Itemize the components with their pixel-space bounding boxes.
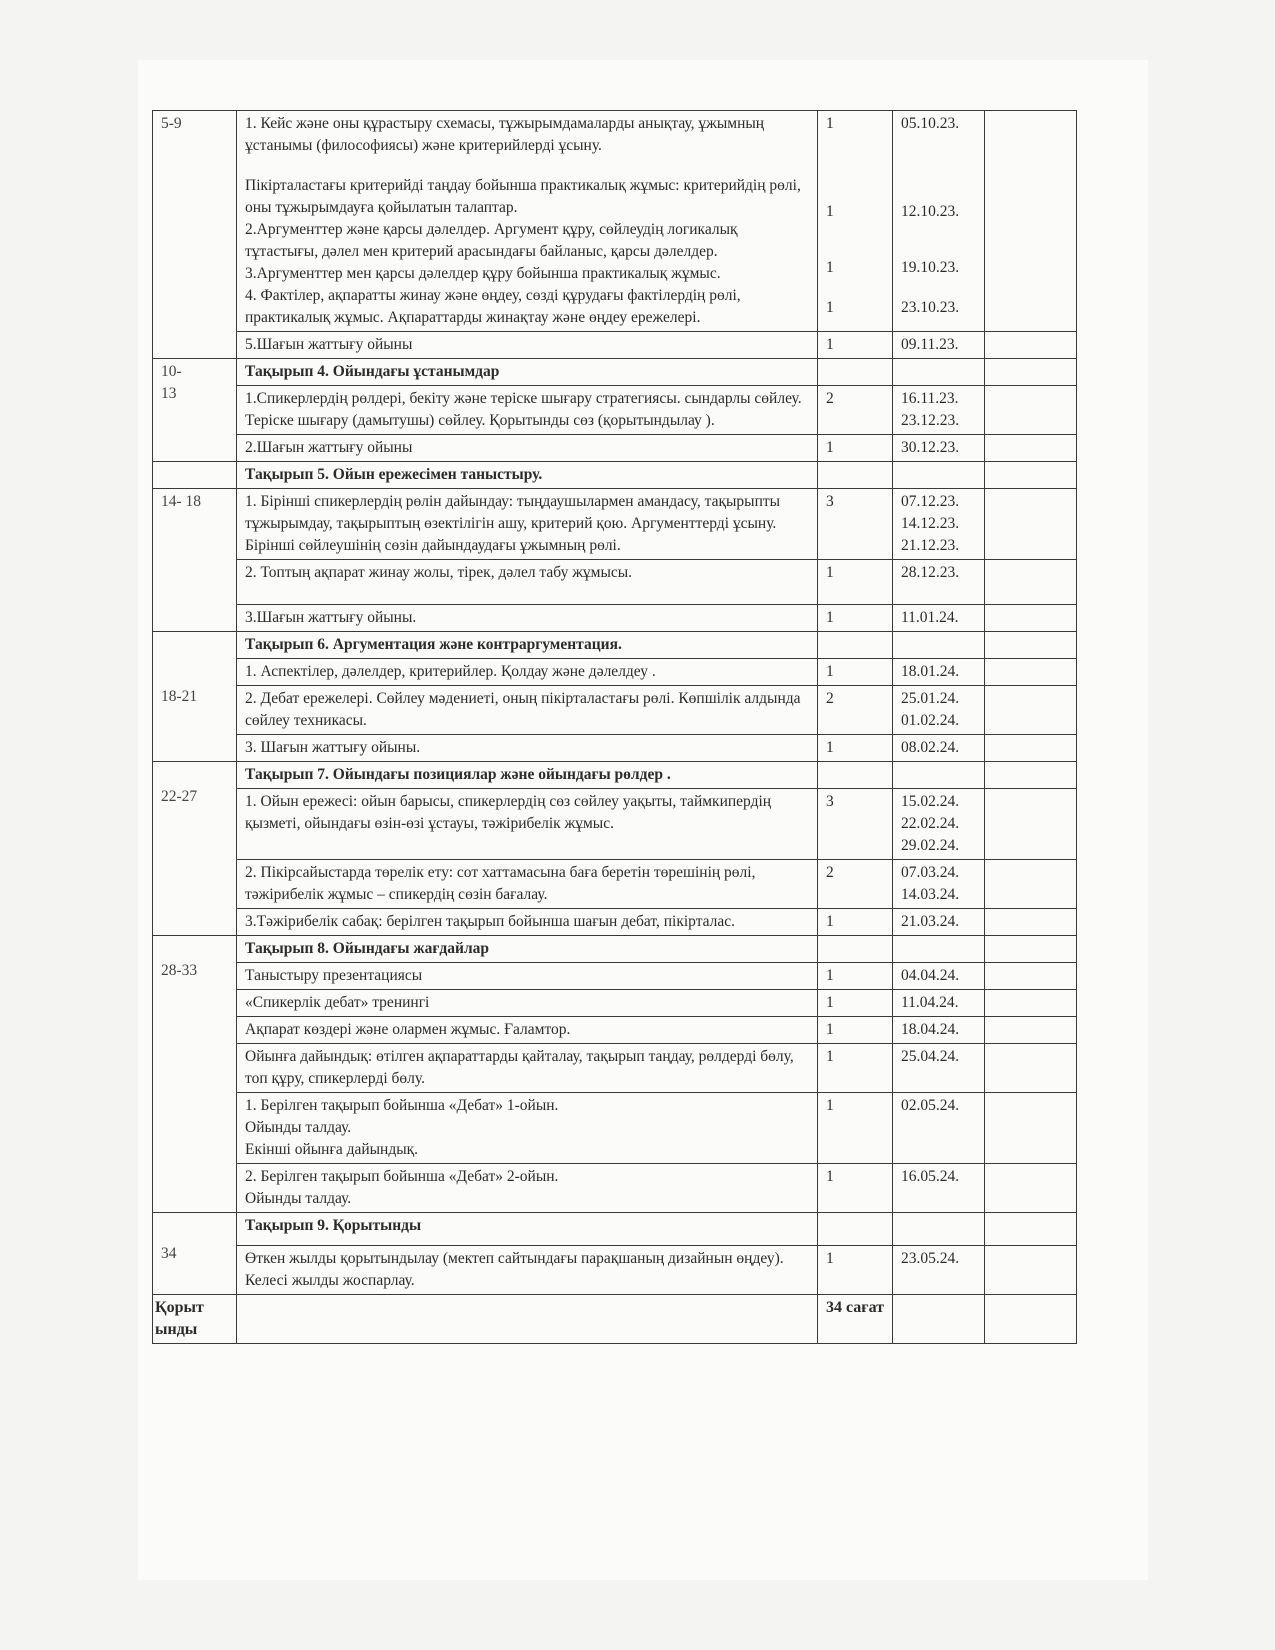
topic-title: Тақырып 9. Қорытынды [237, 1213, 818, 1246]
hours-value: 1 [818, 659, 893, 686]
date-cell [893, 111, 985, 332]
date-value: 11.04.24. [893, 990, 985, 1017]
topic-title: Тақырып 8. Ойындағы жағдайлар [237, 936, 818, 963]
table-row [153, 332, 1077, 359]
lesson-text: 2. Дебат ережелері. Сөйлеу мәдениеті, оның пікірталастағы рөлі. Көпшілік алдында сөйлеу техникасы. [237, 686, 818, 735]
hours-value: 1 [818, 435, 893, 462]
date-value: 11.01.24. [893, 605, 985, 632]
lesson-text: Таныстыру презентациясы [237, 963, 818, 990]
lesson-text: 3.Шағын жаттығу ойыны. [237, 605, 818, 632]
date-value: 25.01.24. 01.02.24. [893, 686, 985, 735]
lesson-text: 3.Аргументтер мен қарсы дәлелдер құру бойынша практикалық жұмыс. [245, 265, 721, 282]
total-hours: 34 сағат [818, 1295, 893, 1344]
lesson-text: 2.Шағын жаттығу ойыны [237, 435, 818, 462]
date-value: 09.11.23. [893, 332, 985, 359]
lesson-text: Ойынға дайындық: өтілген ақпараттарды қайталау, тақырып таңдау, рөлдерді бөлу, топ құру, спикерлерді бөлу. [237, 1044, 818, 1093]
date-value: 08.02.24. [893, 735, 985, 762]
hours-value: 1 [818, 1246, 893, 1295]
weeks-cell: 10- 13 [153, 359, 237, 462]
date-value: 07.12.23. 14.12.23. 21.12.23. [893, 489, 985, 560]
hours-value: 1 [818, 1044, 893, 1093]
hours-value: 1 [818, 1017, 893, 1044]
date-value: 02.05.24. [893, 1093, 985, 1164]
table-row [153, 1044, 1077, 1093]
lesson-text: 5.Шағын жаттығу ойыны [237, 332, 818, 359]
table-row [153, 462, 1077, 489]
lesson-text: Өткен жылды қорытындылау (мектеп сайтындағы парақшаның дизайнын өңдеу). Келесі жылды жоспарлау. [237, 1246, 818, 1295]
lesson-text: 1. Ойын ережесі: ойын барысы, спикерлердің сөз сөйлеу уақыты, таймкипердің қызметі, ойындағы өзін-өзі ұстауы, тәжірибелік жұмыс. [237, 789, 818, 860]
date-value: 18.04.24. [893, 1017, 985, 1044]
weeks-cell: 22-27 [153, 762, 237, 936]
table-row [153, 762, 1077, 789]
table-row [153, 111, 1077, 332]
lesson-text: 1. Кейс және оны құрастыру схемасы, тұжырымдамаларды анықтау, ұжымның ұстанымы (философиясы) және критерийлерді ұсыну. [245, 115, 765, 154]
hours-value: 1 [818, 909, 893, 936]
table-row [153, 1246, 1077, 1295]
hours-value: 1 [818, 963, 893, 990]
hours-value: 2 [818, 386, 893, 435]
date-value: 30.12.23. [893, 435, 985, 462]
note-cell [985, 111, 1077, 332]
date-value: 23.05.24. [893, 1246, 985, 1295]
hours-value: 1 [826, 299, 834, 316]
date-value: 21.03.24. [893, 909, 985, 936]
topic-title: Тақырып 6. Аргументация және контраргументация. [237, 632, 818, 659]
lesson-text: 1. Аспектілер, дәлелдер, критерийлер. Қолдау және дәлелдеу . [237, 659, 818, 686]
table-row [153, 789, 1077, 860]
hours-value: 2 [818, 686, 893, 735]
lesson-text: 3. Шағын жаттығу ойыны. [237, 735, 818, 762]
hours-value: 1 [818, 332, 893, 359]
hours-value: 1 [818, 1093, 893, 1164]
lesson-text: 2. Пікірсайыстарда төрелік ету: сот хаттамасына баға беретін төрешінің рөлі, тәжірибелік жұмыс – спикердің сөзін бағалау. [237, 860, 818, 909]
total-row [153, 1295, 1077, 1344]
table-row [153, 386, 1077, 435]
hours-value: 3 [818, 489, 893, 560]
date-value: 07.03.24. 14.03.24. [893, 860, 985, 909]
date-value: 25.04.24. [893, 1044, 985, 1093]
table-row [153, 1017, 1077, 1044]
table-row [153, 963, 1077, 990]
table-row [153, 632, 1077, 659]
lesson-text: «Спикерлік дебат» тренингі [237, 990, 818, 1017]
hours-value: 1 [826, 259, 834, 276]
table-row [153, 1093, 1077, 1164]
lesson-text: 1.Спикерлердің рөлдері, бекіту және теріске шығару стратегиясы. сындарлы сөйлеу. Теріске шығару (дамытушы) сөйлеу. Қорытынды сөз (қорытындылау ). [237, 386, 818, 435]
table-row [153, 990, 1077, 1017]
hours-value: 1 [826, 115, 834, 132]
date-value: 15.02.24. 22.02.24. 29.02.24. [893, 789, 985, 860]
table-row [153, 560, 1077, 605]
lesson-text: 1. Берілген тақырып бойынша «Дебат» 1-ойын. Ойынды талдау. Екінші ойынға дайындық. [237, 1093, 818, 1164]
date-value: 05.10.23. [901, 115, 960, 132]
table-row [153, 686, 1077, 735]
table-row [153, 909, 1077, 936]
lesson-text: 2. Берілген тақырып бойынша «Дебат» 2-ойын. Ойынды талдау. [237, 1164, 818, 1213]
lesson-text: Ақпарат көздері және олармен жұмыс. Ғаламтор. [237, 1017, 818, 1044]
weeks-cell: 18-21 [153, 632, 237, 762]
table-row [153, 735, 1077, 762]
table-row [153, 936, 1077, 963]
date-value: 12.10.23. [901, 203, 960, 220]
lesson-text: 3.Тәжірибелік сабақ: берілген тақырып бойынша шағын дебат, пікірталас. [237, 909, 818, 936]
hours-value: 1 [818, 1164, 893, 1213]
date-value: 19.10.23. [901, 259, 960, 276]
lesson-text: 2.Аргументтер және қарсы дәлелдер. Аргумент құру, сөйлеудің логикалық тұтастығы, дәлел мен критерий арасындағы байланыс, қарсы дәлелдер. [245, 221, 738, 260]
table-row [153, 860, 1077, 909]
table-row [153, 359, 1077, 386]
table-row [153, 659, 1077, 686]
lesson-text: Пікірталастағы критерийді таңдау бойынша практикалық жұмыс: критерийдің рөлі, оны тұжырымдауға қойылатын талаптар. [245, 177, 801, 216]
hours-value: 3 [818, 789, 893, 860]
date-value: 23.10.23. [901, 299, 960, 316]
weeks-cell: 34 [153, 1213, 237, 1295]
date-value: 16.11.23. 23.12.23. [893, 386, 985, 435]
date-value: 16.05.24. [893, 1164, 985, 1213]
lesson-text: 2. Топтың ақпарат жинау жолы, тірек, дәлел табу жұмысы. [237, 560, 818, 605]
hours-cell [818, 111, 893, 332]
hours-value: 2 [818, 860, 893, 909]
hours-value: 1 [818, 605, 893, 632]
table-row [153, 605, 1077, 632]
weeks-cell: 5-9 [153, 111, 237, 359]
hours-value: 1 [818, 560, 893, 605]
table-row [153, 1213, 1077, 1246]
lesson-text-cell [237, 111, 818, 332]
hours-value: 1 [818, 735, 893, 762]
hours-value: 1 [826, 203, 834, 220]
topic-title: Тақырып 5. Ойын ережесімен таныстыру. [237, 462, 818, 489]
table-row [153, 1164, 1077, 1213]
total-label: Қорыт ынды [153, 1295, 237, 1344]
lesson-text: 1. Бірінші спикерлердің рөлін дайындау: тыңдаушылармен амандасу, тақырыпты тұжырымдау, тақырыптың өзектілігін ашу, критерий қою. Аргументтерді ұсыну. Бірінші сөйлеушінің сөзін дайындаудағы ұжымның рөлі. [237, 489, 818, 560]
table-row [153, 489, 1077, 560]
lesson-text: 4. Фактілер, ақпаратты жинау және өңдеу, сөзді құрудағы фактілердің рөлі, практикалық жұмыс. Ақпараттарды жинақтау және өңдеу ережелері. [245, 287, 741, 326]
topic-title: Тақырып 7. Ойындағы позициялар және ойындағы рөлдер . [237, 762, 818, 789]
date-value: 04.04.24. [893, 963, 985, 990]
weeks-cell: 14- 18 [153, 489, 237, 632]
hours-value: 1 [818, 990, 893, 1017]
lesson-plan-table [152, 110, 1077, 1344]
table-row [153, 435, 1077, 462]
weeks-cell: 28-33 [153, 936, 237, 1213]
date-value: 28.12.23. [893, 560, 985, 605]
date-value: 18.01.24. [893, 659, 985, 686]
topic-title: Тақырып 4. Ойындағы ұстанымдар [237, 359, 818, 386]
